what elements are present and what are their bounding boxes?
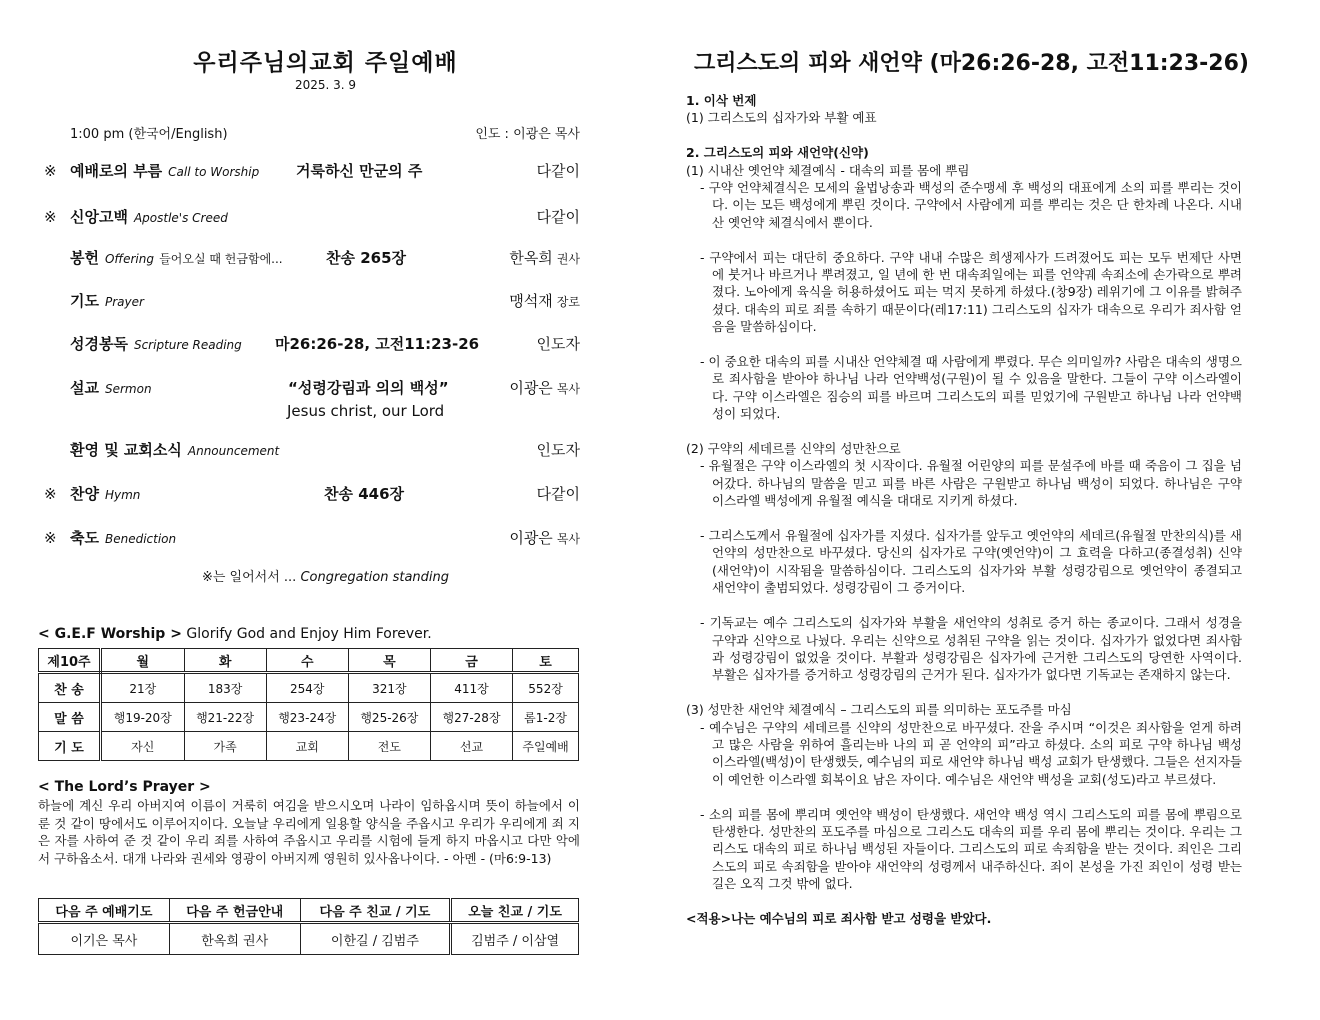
subsection-heading: (1) 시내산 옛언약 체결예식 - 대속의 피를 몸에 뿌림 [686,162,970,178]
table-row: 이기은 목사 한옥희 권사 이한길 / 김범주 김범주 / 이삼열 [39,923,579,955]
subsection-heading: (2) 구약의 세데르를 신약의 성만찬으로 [686,441,901,457]
bulletin-left-column [38,0,580,1020]
gef-schedule-table [38,648,579,761]
order-name: 찬양 Hymn [70,485,141,503]
paragraph: - 예수님은 구약의 세데르를 신약의 성만찬으로 바꾸셨다. 잔을 주시며 “이것은 죄사함을 얻게 하려고 많은 사람을 위하여 흘리는바 나의 피 곧 언약의 피”라고 하셨다. 소의 피로 구약 하나님 백성 이스라엘(백성)이 탄생했듯, 예수님의 피로 새언약 하나님 백성 교회가 탄생했다. 그들은 선지자들이 예언한 이스라엘 회복이요 남은 자이다. 예수님은 새언약 백성을 교회(성도)라고 부르셨다. [700,719,1242,787]
section-heading: 2. 그리스도의 피와 새언약(신약) [686,145,869,161]
lords-prayer-text: 하늘에 계신 우리 아버지여 이름이 거룩히 여김을 받으시오며 나라이 임하옵시며 뜻이 하늘에서 이룬 것 같이 땅에서도 이루어지이다. 오늘날 우리에게 일용할 양식을 주옵시고 우리가 우리에게 죄 지은 자를 사하여 준 것 같이 우리 죄를 사하여 주옵시고 우리를 시험에 들게 하지 마옵시고 다만 악에서 구하옵소서. 대개 나라와 권세와 영광이 아버지께 영원히 있사옵나이다. - 아멘 - (마6:9-13) [38,798,580,866]
paragraph: - 기독교는 예수 그리스도의 십자가와 부활을 새언약의 성취로 증거 하는 종교이다. 그래서 성경을 구약과 신약으로 나눴다. 우리는 신약으로 성취된 구약을 읽는 것이다. 십자가가 없었다면 죄사함과 성령강림이 없었을 것이다. 부활과 성령강림은 십자가에 근거한 그리스도의 당연한 사역이다. 부활은 십자가를 증거하고 성령강림의 근거가 된다. 십자가가 없다면 기독교는 존재하지 않는다. [700,615,1242,683]
order-person: 인도자 [536,441,580,459]
page-title: 우리주님의교회 주일예배 [193,50,458,76]
table-row: 말 씀 행19-20장 행21-22장 행23-24장 행25-26장 행27-28장 롬1-2장 [39,703,579,732]
order-person: 다같이 [536,485,580,503]
order-row [38,333,580,357]
order-row [38,527,580,551]
order-row [38,290,580,314]
order-name: 기도 Prayer [70,292,144,310]
order-row [38,160,580,184]
order-content: 마26:26-28, 고전11:23-26 [275,335,480,353]
order-content: 거룩하신 만군의 주 [296,162,423,180]
standing-mark-icon: ※ [44,208,57,226]
section-heading: 1. 이삭 번제 [686,93,757,108]
order-row [38,439,580,463]
paragraph: - 구약 언약체결식은 모세의 율법낭송과 백성의 준수맹세 후 백성의 대표에게 소의 피를 뿌리는 것이다. 이는 모든 백성에게 뿌린 것이다. 구약에서 사람에게 피를 뿌리는 것은 단 한차례 나온다. 시내산 옛언약 체결식에서 뿐이다. [700,180,1242,230]
sermon-outline [686,92,1242,927]
subsection-heading: (1) 그리스도의 십자가와 부활 예표 [686,110,877,126]
order-row [38,206,580,230]
order-person: 다같이 [536,208,580,226]
order-person: 다같이 [536,162,580,180]
subsection-heading: (3) 성만찬 새언약 체결예식 – 그리스도의 피를 의미하는 포도주를 마심 [686,702,1072,718]
paragraph: - 이 중요한 대속의 피를 시내산 언약체결 때 사람에게 뿌렸다. 무슨 의미일까? 사람은 대속의 생명으로 죄사함을 받아야 하나님 나라 언약백성(구원)이 될 수 있음을 말한다. 그들이 구약 이스라엘이다. 구약 이스라엘은 짐승의 피를 바르며 그리스도의 피를 믿었기에 구원받고 하나님 나라 언약백성이 되었다. [700,354,1242,422]
paragraph: - 구약에서 피는 대단히 중요하다. 구약 내내 수많은 희생제사가 드려졌어도 피는 모두 번제단 사면에 붓거나 바르거나 뿌려졌고, 일 년에 한 번 대속죄일에는 피를 언약궤 속죄소에 손가락으로 뿌려졌다. 노아에게 육식을 허용하셨어도 피는 먹지 못하게 하셨다.(창9장) 레위기에 그 이유를 밝혀주셨다. 대속의 피로 죄를 속하기 때문이다(레17:11) 그리스도의 십자가 대속으로 우리가 죄사함 얻음을 말씀하심이다. [700,249,1242,335]
sermon-title: “성령강림과 의의 백성” [288,379,449,397]
order-person: 이광은 목사 [509,379,580,397]
application-line: <적용>나는 예수님의 피로 죄사함 받고 성령을 받았다. [686,910,992,926]
sermon-heading: 그리스도의 피와 새언약 (마26:26-28, 고전11:23-26) [694,51,1249,76]
worship-time: 1:00 pm (한국어/English) [70,127,228,142]
order-name: 환영 및 교회소식 Announcement [70,441,280,459]
standing-note: ※는 일어서서 ... Congregation standing [201,570,450,585]
next-week-table [38,898,579,955]
order-name: 예배로의 부름 Call to Worship [70,162,260,180]
order-name: 성경봉독 Scripture Reading [70,335,242,353]
standing-mark-icon: ※ [44,529,57,547]
order-person: 인도자 [536,335,580,353]
paragraph: - 유월절은 구약 이스라엘의 첫 시작이다. 유월절 어린양의 피를 문설주에 바를 때 죽음이 그 집을 넘어갔다. 하나님의 말씀을 믿고 피를 바른 사람은 구원받고 하나님 백성이 되었다. 하나님은 구약 이스라엘 백성에게 유월절 예식을 대대로 지키게 하셨다. [700,458,1242,509]
paragraph: - 그리스도께서 유월절에 십자가를 지셨다. 십자가를 앞두고 옛언약의 세데르(유월절 만찬의식)를 새언약의 성만찬으로 바꾸셨다. 당신의 십자가로 구약(옛언약)이 그 효력을 다하고(종결성취) 신약(새언약)이 시작됨을 말씀하심이다. 그리스도의 십자가와 부활 성령강림으로 옛언약이 종결되고 새언약이 출범되었다. 성령강림이 그 증거이다. [700,528,1242,596]
table-header-row: 다음 주 예배기도 다음 주 헌금안내 다음 주 친교 / 기도 오늘 친교 / 기도 [39,899,579,923]
order-row [38,377,580,401]
gef-heading: < G.E.F Worship > Glorify God and Enjoy Him Forever. [38,626,432,642]
sermon-subtitle: Jesus christ, our Lord [287,402,445,420]
sermon-notes-column [684,0,1249,1020]
order-person: 이광은 목사 [509,529,580,547]
order-name: 신앙고백 Apostle's Creed [70,208,228,226]
order-person: 한옥희 권사 [509,249,580,267]
paragraph: - 소의 피를 몸에 뿌리며 옛언약 백성이 탄생했다. 새언약 백성 역시 그리스도의 피를 몸에 뿌림으로 탄생한다. 성만찬의 포도주를 마심으로 그리스도 대속의 피를 우리 몸에 뿌리는 것이다. 우리는 그리스도 대속의 피로 하나님 백성된 자들이다. 그리스도의 피로 속죄함을 받는 것이다. 죄인은 그리스도의 피로 속죄함을 받아야 새언약의 성령께서 내주하신다. 죄이 본성을 가진 죄인이 성령 받는 길은 오직 그것 밖에 없다. [700,806,1242,892]
order-name: 축도 Benediction [70,529,177,547]
order-name: 봉헌 Offering 들어오실 때 헌금함에... [70,249,283,267]
order-row [38,483,580,507]
worship-leader: 인도 : 이광은 목사 [475,127,580,142]
worship-date: 2025. 3. 9 [294,78,357,92]
order-person: 맹석재 장로 [509,292,580,310]
order-row [38,247,580,271]
standing-mark-icon: ※ [44,485,57,503]
table-row: 찬 송 21장 183장 254장 321장 411장 552장 [39,673,579,703]
standing-mark-icon: ※ [44,162,57,180]
table-header-row: 제10주 월 화 수 목 금 토 [39,649,579,673]
order-name: 설교 Sermon [70,379,152,397]
order-content: 찬송 265장 [326,249,407,267]
order-content: 찬송 446장 [324,485,405,503]
table-row: 기 도 자신 가족 교회 전도 선교 주일예배 [39,732,579,761]
lords-prayer-heading: < The Lord’s Prayer > [38,779,211,795]
